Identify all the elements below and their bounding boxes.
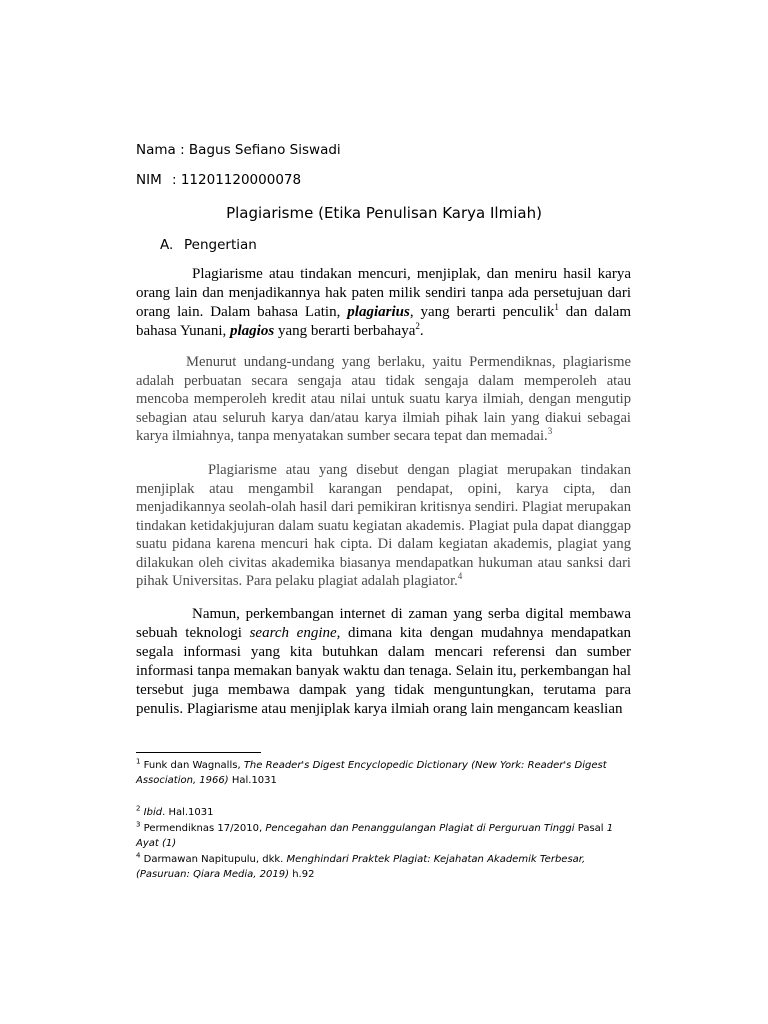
paragraph-text: Plagiarisme atau yang disebut dengan plagiat merupakan tindakan menjiplak atau mengambil karangan pendapat, opini, karya cipta, dan menjadikannya seolah-olah hasil dari pemikiran kritisnya sendiri. Plagiat merupakan tindakan ketidakjujuran dalam suatu kegiatan akademis. Plagiat pula dapat dianggap suatu pidana karena mencuri hak cipta. Di dalam kegiatan akademis, plagiat yang dilakukan oleh civitas akademika biasanya mendapatkan hukuman atau sanksi dari pihak Universitas. Para pelaku plagiat adalah plagiator. [136,462,631,589]
paragraph-text: . [419,323,424,339]
paragraph-text: Menurut undang-undang yang berlaku, yaitu Permendiknas, plagiarisme adalah perbuatan secara sengaja atau tidak sengaja dalam memperoleh atau mencoba memperoleh kredit atau nilai untuk suatu karya ilmiah, dengan mengutip sebagian atau seluruh karya dan/atau karya ilmiah pihak lain yang diakui sebagai karya ilmiahnya, tanpa menyatakan sumber secara tepat dan memadai. [136,354,631,444]
footnote-ref[interactable]: 1 [554,302,559,312]
footnote-ref[interactable]: 4 [457,571,463,582]
section-heading [136,237,257,253]
paragraph-4 [136,605,631,719]
nim-label: NIM [136,172,162,188]
paragraph-1 [136,265,631,341]
footnote-text: Hal.1031 [228,775,277,786]
footnote-3 [136,821,636,851]
footnote-citation: Pencegahan dan Penanggulangan Plagiat di Perguruan Tinggi [265,823,575,834]
paragraph-text: Plagiarisme atau tindakan mencuri, menjiplak, dan meniru hasil karya orang lain dan menjadikannya hak paten milik sendiri tanpa ada persetujuan dari orang lain. Dalam bahasa Latin, [136,266,631,320]
footnote-text: Funk dan Wagnalls, [140,760,244,771]
footnote-text: Permendiknas 17/2010, [140,823,266,834]
footnote-4 [136,852,636,882]
footnote-citation: Menghindari Praktek Plagiat: Kejahatan Akademik Terbesar, (Pasuruan: Qiara Media, 2019) [136,854,586,880]
paragraph-text: Namun, perkembangan internet di zaman yang serba digital membawa sebuah teknologi [136,606,631,641]
italic-term: search engine, [249,625,341,641]
footnote-1 [136,758,636,788]
document-title: Plagiarisme (Etika Penulisan Karya Ilmiah) [226,204,542,222]
footnote-number: 1 [136,757,141,766]
footnote-text: Darmawan Napitupulu, dkk. [140,854,287,865]
paragraph-2 [136,353,631,446]
footnote-text: . Hal.1031 [162,807,214,818]
footnote-2 [136,805,636,820]
footnote-text: h.92 [289,869,315,880]
paragraph-text: dan dalam bahasa Yunani, [136,304,632,339]
student-name: Nama : Bagus Sefiano Siswadi [136,142,341,158]
footnote-number: 4 [136,851,141,860]
footnote-text: Pasal [574,823,607,834]
footnote-citation: Ibid [143,807,163,818]
paragraph-text: , yang berarti penculik [409,304,555,320]
latin-term: plagiarius [347,304,410,320]
footnote-ref[interactable]: 2 [415,321,420,331]
student-nim [136,172,301,188]
greek-term: plagios [230,323,275,339]
footnote-citation: The Reader's Digest Encyclopedic Dictionary (New York: Reader's Digest Association, 1966) [136,760,607,786]
footnote-separator [136,752,261,753]
section-letter: A. [160,237,174,253]
paragraph-3 [136,461,631,591]
footnote-ref[interactable]: 3 [547,426,553,437]
paragraph-text: yang berarti berbahaya [274,323,416,339]
footnote-number: 2 [136,804,141,813]
nim-value: : 11201120000078 [172,172,302,188]
footnote-citation: 1 Ayat (1) [136,823,614,849]
paragraph-text: dimana kita dengan mudahnya mendapatkan segala informasi yang kita butuhkan dalam mencari referensi dan sumber informasi tanpa memakan banyak waktu dan tenaga. Selain itu, perkembangan hal tersebut juga membawa dampak yang tidak menguntungkan, terutama para penulis. Plagiarisme atau menjiplak karya ilmiah orang lain mengancam keaslian [136,625,631,717]
section-title: Pengertian [184,237,257,253]
footnote-number: 3 [136,820,141,829]
